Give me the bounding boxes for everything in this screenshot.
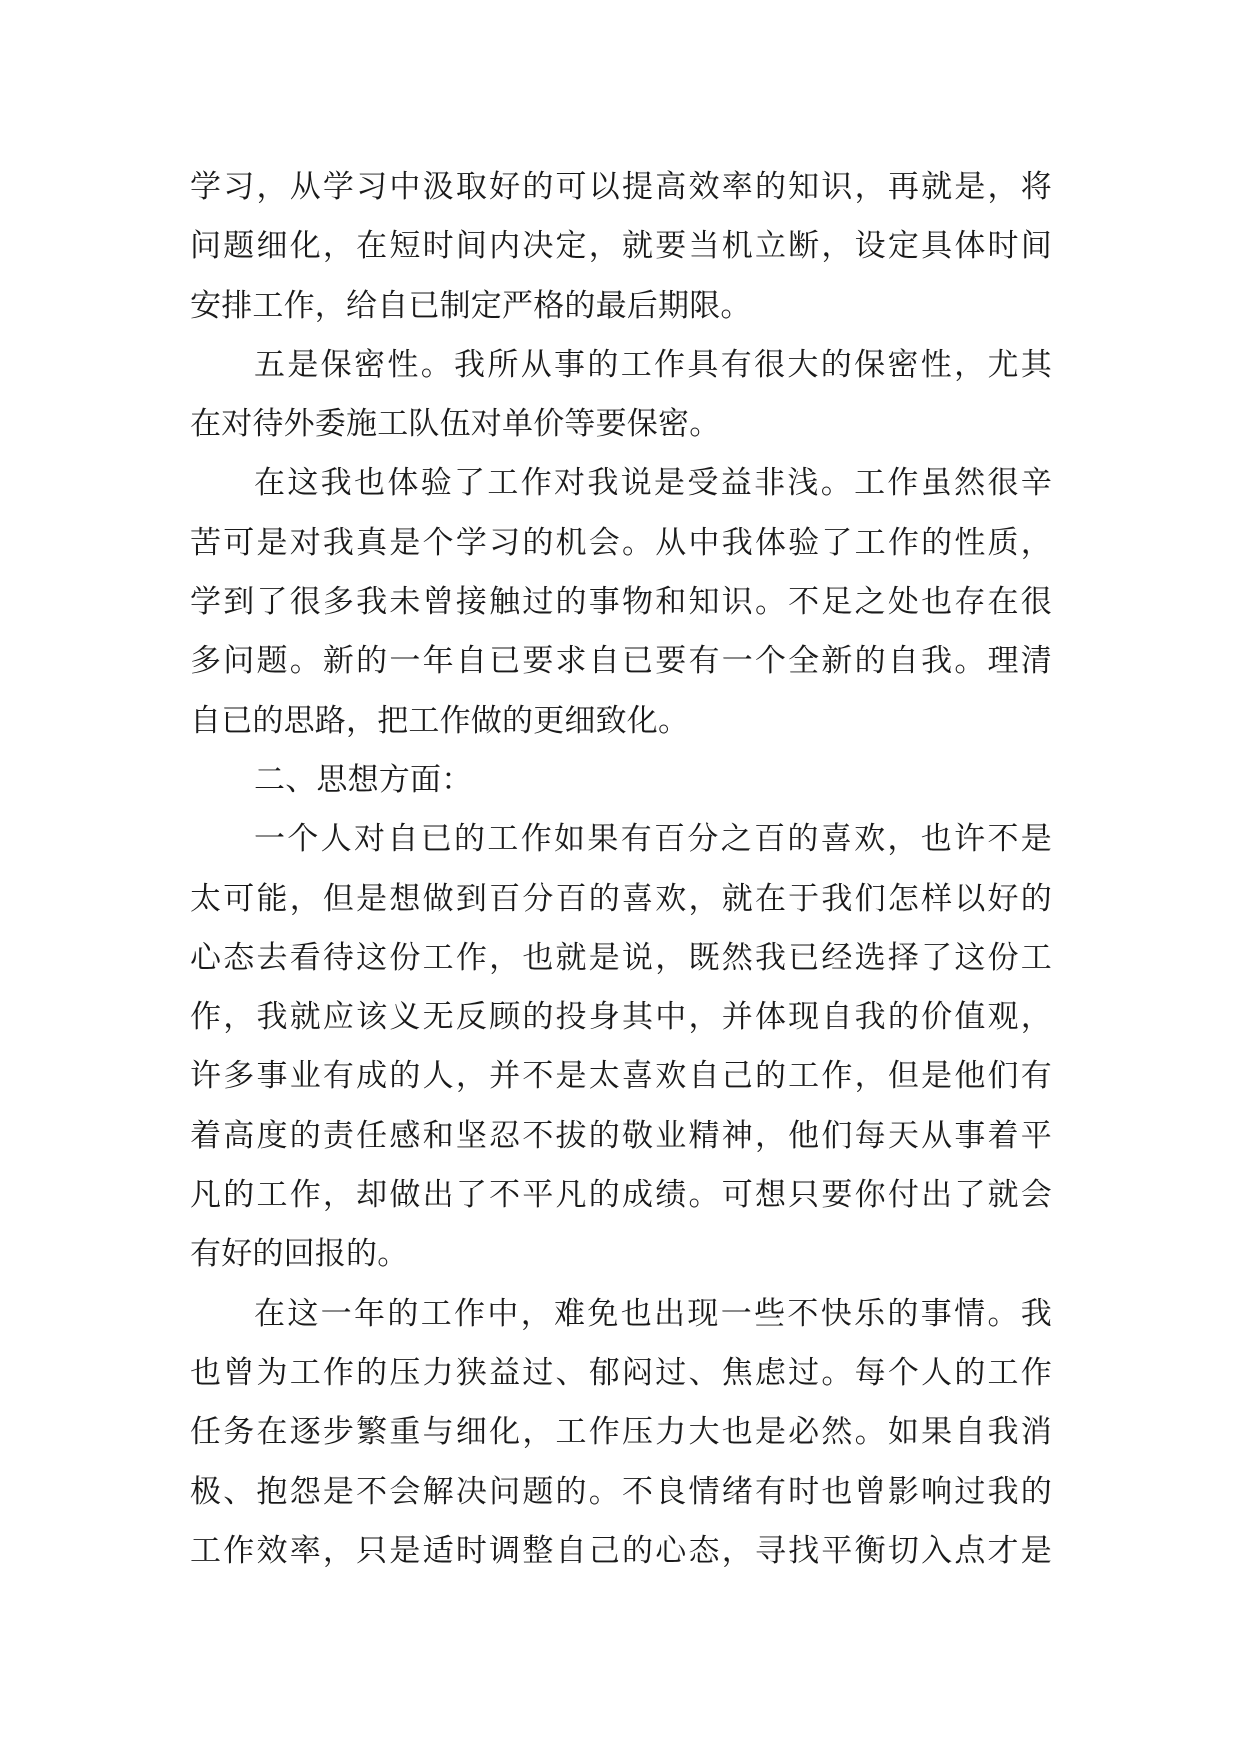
text-line: 自已的思路，把工作做的更细致化。	[190, 702, 690, 739]
text-line: 有好的回报的。	[190, 1236, 409, 1273]
text-line: 心态去看待这份工作，也就是说，既然我已经选择了这份工	[190, 939, 1052, 976]
text-line: 问题细化，在短时间内决定，就要当机立断，设定具体时间	[190, 228, 1052, 265]
text-line: 凡的工作，却做出了不平凡的成绩。可想只要你付出了就会	[190, 1177, 1052, 1214]
text-line: 在这一年的工作中，难免也出现一些不快乐的事情。我	[254, 1295, 1052, 1332]
text-line: 工作效率，只是适时调整自己的心态，寻找平衡切入点才是	[190, 1532, 1052, 1569]
text-line: 苦可是对我真是个学习的机会。从中我体验了工作的性质，	[190, 524, 1052, 561]
document-body	[190, 158, 1052, 1581]
text-line: 学习，从学习中汲取好的可以提高效率的知识，再就是，将	[190, 169, 1052, 205]
text-line: 学到了很多我未曾接触过的事物和知识。不足之处也存在很	[190, 584, 1052, 621]
text-line: 一个人对自已的工作如果有百分之百的喜欢，也许不是	[254, 821, 1052, 858]
text-line: 极、抱怨是不会解决问题的。不良情绪有时也曾影响过我的	[190, 1473, 1052, 1510]
text-line: 在对待外委施工队伍对单价等要保密。	[190, 406, 721, 443]
text-line: 多问题。新的一年自已要求自已要有一个全新的自我。理清	[190, 643, 1052, 680]
text-line: 也曾为工作的压力狭益过、郁闷过、焦虑过。每个人的工作	[190, 1354, 1052, 1391]
text-line: 安排工作，给自已制定严格的最后期限。	[190, 287, 752, 324]
text-line: 五是保密性。我所从事的工作具有很大的保密性，尤其	[254, 346, 1052, 383]
text-line: 作，我就应该义无反顾的投身其中，并体现自我的价值观，	[190, 999, 1052, 1036]
section-heading: 二、思想方面：	[254, 761, 473, 798]
text-line: 太可能，但是想做到百分百的喜欢，就在于我们怎样以好的	[190, 880, 1052, 917]
text-line: 许多事业有成的人，并不是太喜欢自己的工作，但是他们有	[190, 1058, 1052, 1095]
text-line: 着高度的责任感和坚忍不拔的敬业精神，他们每天从事着平	[190, 1117, 1052, 1154]
text-line: 任务在逐步繁重与细化，工作压力大也是必然。如果自我消	[190, 1414, 1052, 1451]
text-line: 在这我也体验了工作对我说是受益非浅。工作虽然很辛	[254, 465, 1052, 502]
